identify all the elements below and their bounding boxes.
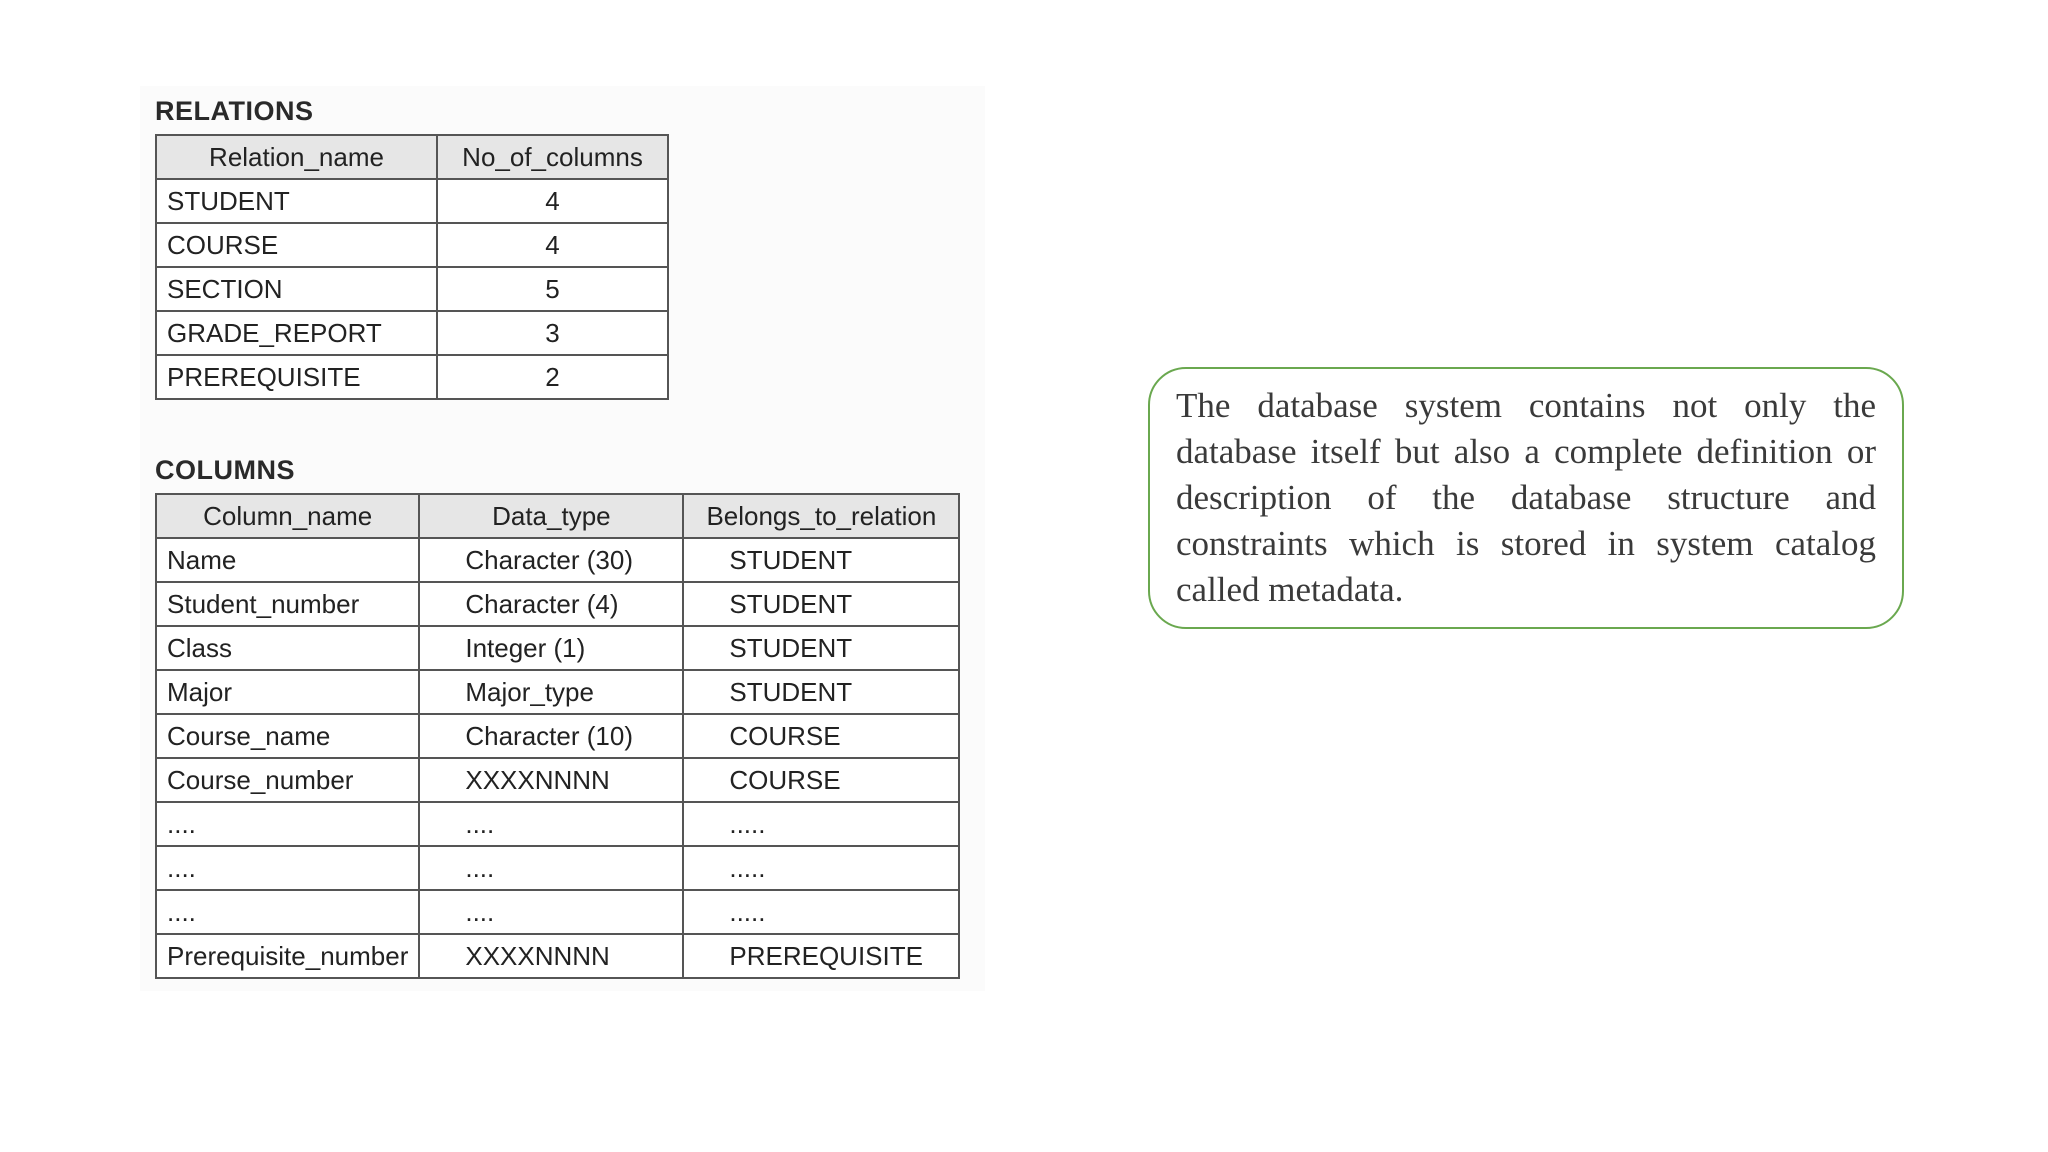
table-cell: Prerequisite_number [156, 934, 419, 978]
table-cell: .... [419, 846, 683, 890]
table-cell: PREREQUISITE [156, 355, 437, 399]
table-cell: XXXXNNNN [419, 758, 683, 802]
table-cell: 2 [437, 355, 668, 399]
table-cell: ..... [683, 846, 959, 890]
table-cell: COURSE [683, 758, 959, 802]
table-cell: STUDENT [683, 582, 959, 626]
table-header-row [156, 135, 668, 179]
table-row [156, 802, 959, 846]
column-header: Data_type [419, 494, 683, 538]
table-cell: Major [156, 670, 419, 714]
table-cell: ..... [683, 802, 959, 846]
table-cell: .... [156, 890, 419, 934]
table-cell: 4 [437, 179, 668, 223]
table-cell: Student_number [156, 582, 419, 626]
table-cell: 3 [437, 311, 668, 355]
table-cell: 5 [437, 267, 668, 311]
table-cell: STUDENT [683, 626, 959, 670]
table-cell: Name [156, 538, 419, 582]
table-cell: STUDENT [683, 538, 959, 582]
table-row [156, 890, 959, 934]
table-row [156, 355, 668, 399]
table-cell: STUDENT [156, 179, 437, 223]
table-cell: ..... [683, 890, 959, 934]
table-cell: Integer (1) [419, 626, 683, 670]
table-row [156, 311, 668, 355]
table-cell: Course_name [156, 714, 419, 758]
table-row [156, 758, 959, 802]
column-header: Column_name [156, 494, 419, 538]
table-row [156, 267, 668, 311]
table-cell: STUDENT [683, 670, 959, 714]
table-row [156, 582, 959, 626]
table-cell: .... [419, 890, 683, 934]
table-row [156, 846, 959, 890]
table-cell: Character (30) [419, 538, 683, 582]
column-header: Relation_name [156, 135, 437, 179]
table-cell: Class [156, 626, 419, 670]
table-row [156, 714, 959, 758]
relations-table [155, 134, 669, 400]
table-row [156, 626, 959, 670]
table-row [156, 934, 959, 978]
column-header: No_of_columns [437, 135, 668, 179]
table-cell: Major_type [419, 670, 683, 714]
table-cell: Course_number [156, 758, 419, 802]
table-cell: COURSE [156, 223, 437, 267]
table-cell: Character (4) [419, 582, 683, 626]
metadata-note-box [1148, 367, 1904, 629]
relations-title: RELATIONS [155, 96, 314, 126]
table-cell: .... [419, 802, 683, 846]
metadata-note-text: The database system contains not only the database itself but also a complete definition or description of the database structure and constraints which is stored in system catalog called metadata. [1176, 386, 1876, 609]
table-cell: .... [156, 846, 419, 890]
table-cell: XXXXNNNN [419, 934, 683, 978]
table-cell: COURSE [683, 714, 959, 758]
table-cell: GRADE_REPORT [156, 311, 437, 355]
table-cell: 4 [437, 223, 668, 267]
columns-title: COLUMNS [155, 455, 295, 485]
columns-table [155, 493, 960, 979]
table-cell: Character (10) [419, 714, 683, 758]
column-header: Belongs_to_relation [683, 494, 959, 538]
table-cell: SECTION [156, 267, 437, 311]
table-cell: .... [156, 802, 419, 846]
table-row [156, 538, 959, 582]
table-row [156, 179, 668, 223]
table-row [156, 223, 668, 267]
table-header-row [156, 494, 959, 538]
table-cell: PREREQUISITE [683, 934, 959, 978]
table-row [156, 670, 959, 714]
